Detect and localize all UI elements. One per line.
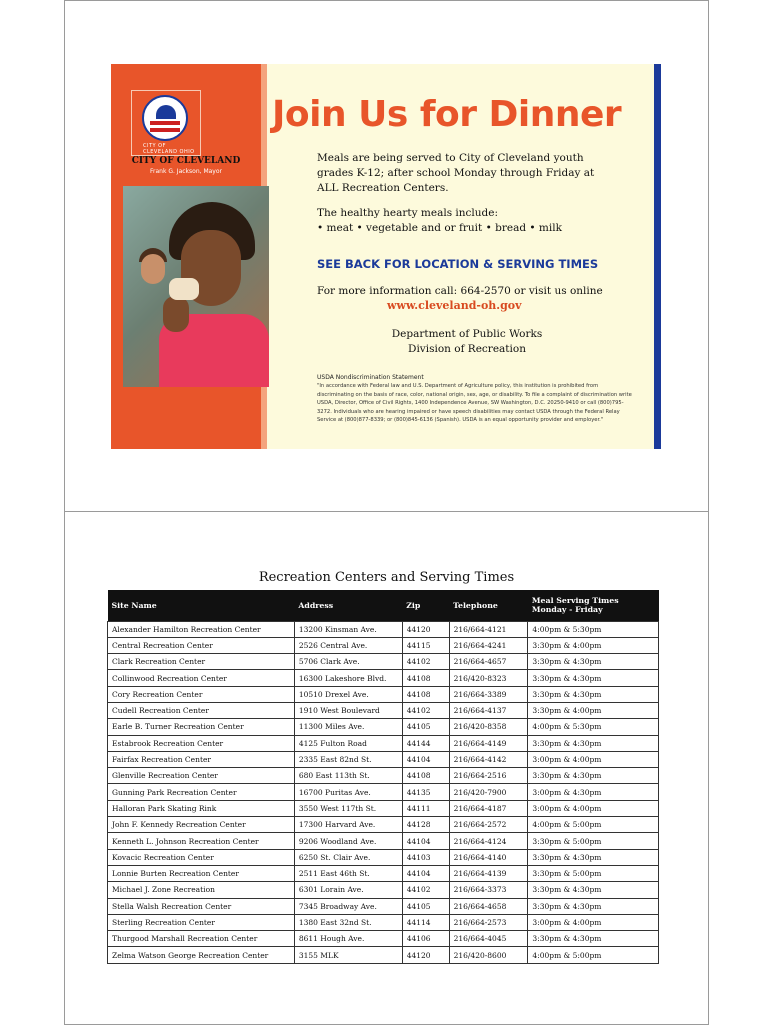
table-row — [108, 719, 659, 735]
meal-line: • meat • vegetable and or fruit • bread • milk — [317, 222, 562, 234]
cell-serving-times: 3:30pm & 4:30pm — [528, 768, 659, 784]
cell-site-name: Glenville Recreation Center — [108, 768, 295, 784]
cell-site-name: Clark Recreation Center — [108, 654, 295, 670]
cell-telephone: 216/664-4657 — [449, 654, 528, 670]
cell-serving-times: 4:00pm & 5:00pm — [528, 947, 659, 963]
cell-site-name: Collinwood Recreation Center — [108, 670, 295, 686]
info-line: For more information call: 664-2570 or visit us online — [317, 285, 603, 297]
cell-address: 2335 East 82nd St. — [294, 751, 402, 767]
cell-site-name: Zelma Watson George Recreation Center — [108, 947, 295, 963]
cell-serving-times: 4:00pm & 5:30pm — [528, 621, 659, 637]
table-row — [108, 800, 659, 816]
cell-zip: 44111 — [402, 800, 449, 816]
cell-serving-times: 3:00pm & 4:30pm — [528, 784, 659, 800]
city-seal-logo — [131, 90, 201, 156]
table-row — [108, 914, 659, 930]
cell-serving-times: 3:30pm & 4:30pm — [528, 882, 659, 898]
header-site-name: Site Name — [111, 600, 157, 610]
cell-address: 6250 St. Clair Ave. — [294, 849, 402, 865]
cell-telephone: 216/664-4149 — [449, 735, 528, 751]
intro-line: grades K-12; after school Monday through Friday at — [317, 167, 595, 179]
cell-telephone: 216/664-4241 — [449, 637, 528, 653]
header-serving-times-line: Meal Serving Times — [531, 596, 619, 606]
cell-zip: 44115 — [402, 637, 449, 653]
cell-serving-times: 3:30pm & 4:30pm — [528, 686, 659, 702]
cell-serving-times: 3:00pm & 4:00pm — [528, 751, 659, 767]
cell-site-name: Lonnie Burten Recreation Center — [108, 865, 295, 881]
cell-telephone: 216/664-2573 — [449, 914, 528, 930]
table-row — [108, 621, 659, 637]
table-row — [108, 768, 659, 784]
table-row — [108, 670, 659, 686]
table-row — [108, 833, 659, 849]
cell-telephone: 216/664-4187 — [449, 800, 528, 816]
cell-telephone: 216/664-4045 — [449, 931, 528, 947]
seal-dome — [156, 105, 176, 119]
table-row — [108, 931, 659, 947]
table-row — [108, 817, 659, 833]
cell-site-name: Kovacic Recreation Center — [108, 849, 295, 865]
intro-line: ALL Recreation Centers. — [317, 182, 449, 194]
cell-address: 1910 West Boulevard — [294, 702, 402, 718]
cell-zip: 44102 — [402, 702, 449, 718]
cell-site-name: Sterling Recreation Center — [108, 914, 295, 930]
flyer-page — [64, 0, 709, 512]
cell-serving-times: 4:00pm & 5:00pm — [528, 817, 659, 833]
cell-site-name: Central Recreation Center — [108, 637, 295, 653]
cell-site-name: Halloran Park Skating Rink — [108, 800, 295, 816]
intro-paragraph — [317, 151, 617, 196]
cell-site-name: Thurgood Marshall Recreation Center — [108, 931, 295, 947]
cell-zip: 44102 — [402, 654, 449, 670]
cell-site-name: Estabrook Recreation Center — [108, 735, 295, 751]
cell-zip: 44114 — [402, 914, 449, 930]
dinner-flyer — [111, 64, 661, 449]
cell-telephone: 216/664-4139 — [449, 865, 528, 881]
table-row — [108, 947, 659, 963]
department-name: Department of Public Works — [391, 328, 543, 340]
cell-zip: 44120 — [402, 947, 449, 963]
cell-site-name: Alexander Hamilton Recreation Center — [108, 621, 295, 637]
photo-hand — [163, 296, 189, 332]
photo-food — [169, 278, 199, 300]
cell-telephone: 216/420-8358 — [449, 719, 528, 735]
recreation-centers-table — [107, 590, 659, 964]
cell-site-name: Cudell Recreation Center — [108, 702, 295, 718]
cell-serving-times: 4:00pm & 5:30pm — [528, 719, 659, 735]
header-telephone: Telephone — [453, 600, 498, 610]
cell-site-name: Fairfax Recreation Center — [108, 751, 295, 767]
table-row — [108, 686, 659, 702]
cell-telephone: 216/664-3373 — [449, 882, 528, 898]
cell-zip: 44108 — [402, 768, 449, 784]
cell-address: 2511 East 46th St. — [294, 865, 402, 881]
cell-telephone: 216/664-4140 — [449, 849, 528, 865]
cell-address: 8611 Hough Ave. — [294, 931, 402, 947]
header-zip: Zip — [406, 600, 421, 610]
division-name: Division of Recreation — [408, 343, 526, 355]
child-eating-photo — [123, 186, 269, 387]
cell-serving-times: 3:30pm & 4:30pm — [528, 670, 659, 686]
schedule-page — [64, 511, 709, 1025]
nondiscrimination-text: "In accordance with Federal law and U.S. Department of Agriculture policy, this institution is prohibited from discriminating on the basis of race, color, national origin, sex, age, or disability. To file a complaint of discrimination write USDA, Director, Office of Civil Rights, 1400 Independence Avenue, SW Washington, D.C. 20250-9410 or call (800)795-3272. Individuals who are hearing impaired or have speech disabilities may contact USDA through the Federal Relay Service at (800)877-8339; or (800)845-6136 (Spanish). USDA is an equal opportunity provider and employer." — [317, 383, 632, 423]
cell-address: 1380 East 32nd St. — [294, 914, 402, 930]
cell-telephone: 216/420-8323 — [449, 670, 528, 686]
cell-address: 13200 Kinsman Ave. — [294, 621, 402, 637]
cell-telephone: 216/420-8600 — [449, 947, 528, 963]
table-row — [108, 849, 659, 865]
see-back-callout: SEE BACK FOR LOCATION & SERVING TIMES — [317, 257, 599, 271]
cell-zip: 44108 — [402, 686, 449, 702]
table-row — [108, 702, 659, 718]
seal-stripe — [150, 121, 180, 125]
cell-telephone: 216/664-2516 — [449, 768, 528, 784]
cell-site-name: Kenneth L. Johnson Recreation Center — [108, 833, 295, 849]
header-address: Address — [298, 600, 334, 610]
cell-serving-times: 3:30pm & 5:00pm — [528, 833, 659, 849]
cell-serving-times: 3:30pm & 4:30pm — [528, 654, 659, 670]
website-link[interactable]: www.cleveland-oh.gov — [387, 299, 522, 312]
table-row — [108, 882, 659, 898]
cell-zip: 44108 — [402, 670, 449, 686]
cell-address: 2526 Central Ave. — [294, 637, 402, 653]
cell-zip: 44105 — [402, 898, 449, 914]
table-row — [108, 751, 659, 767]
table-title: Recreation Centers and Serving Times — [258, 570, 515, 585]
cell-telephone: 216/664-4124 — [449, 833, 528, 849]
cell-telephone: 216/664-3389 — [449, 686, 528, 702]
cell-telephone: 216/664-2572 — [449, 817, 528, 833]
cell-zip: 44120 — [402, 621, 449, 637]
cell-serving-times: 3:30pm & 4:30pm — [528, 735, 659, 751]
cell-address: 17300 Harvard Ave. — [294, 817, 402, 833]
cell-address: 3550 West 117th St. — [294, 800, 402, 816]
meal-line: The healthy hearty meals include: — [317, 207, 499, 219]
cell-serving-times: 3:30pm & 4:30pm — [528, 931, 659, 947]
meal-contents-paragraph — [317, 206, 617, 236]
city-subtitle: Frank G. Jackson, Mayor — [150, 168, 222, 175]
cell-zip: 44104 — [402, 751, 449, 767]
cell-address: 16700 Puritas Ave. — [294, 784, 402, 800]
table-header-row — [108, 590, 659, 621]
cell-site-name: Earle B. Turner Recreation Center — [108, 719, 295, 735]
cell-address: 10510 Drexel Ave. — [294, 686, 402, 702]
cell-zip: 44103 — [402, 849, 449, 865]
cell-zip: 44105 — [402, 719, 449, 735]
cell-site-name: Cory Recreation Center — [108, 686, 295, 702]
table-row — [108, 784, 659, 800]
seal-emblem-icon — [142, 95, 188, 141]
cell-zip: 44144 — [402, 735, 449, 751]
cell-address: 6301 Lorain Ave. — [294, 882, 402, 898]
table-row — [108, 637, 659, 653]
table-row — [108, 865, 659, 881]
cell-serving-times: 3:00pm & 4:00pm — [528, 914, 659, 930]
cell-telephone: 216/664-4142 — [449, 751, 528, 767]
cell-address: 9206 Woodland Ave. — [294, 833, 402, 849]
cell-site-name: Gunning Park Recreation Center — [108, 784, 295, 800]
cell-zip: 44106 — [402, 931, 449, 947]
photo-child2 — [141, 254, 165, 284]
cell-site-name: Michael J. Zone Recreation — [108, 882, 295, 898]
cell-site-name: Stella Walsh Recreation Center — [108, 898, 295, 914]
header-serving-times-line: Monday - Friday — [531, 605, 603, 615]
cell-address: 4125 Fulton Road — [294, 735, 402, 751]
nondiscrimination-title: USDA Nondiscrimination Statement — [317, 374, 424, 381]
seal-stripe — [150, 128, 180, 132]
cell-telephone: 216/664-4658 — [449, 898, 528, 914]
cell-telephone: 216/664-4137 — [449, 702, 528, 718]
cell-address: 5706 Clark Ave. — [294, 654, 402, 670]
cell-serving-times: 3:30pm & 4:00pm — [528, 637, 659, 653]
cell-telephone: 216/420-7900 — [449, 784, 528, 800]
cell-address: 680 East 113th St. — [294, 768, 402, 784]
header-serving-times — [528, 590, 659, 621]
cell-telephone: 216/664-4121 — [449, 621, 528, 637]
cell-serving-times: 3:30pm & 5:00pm — [528, 865, 659, 881]
cell-zip: 44104 — [402, 865, 449, 881]
flyer-blue-bar — [654, 64, 661, 449]
flyer-headline: Join Us for Dinner — [272, 94, 622, 135]
cell-zip: 44135 — [402, 784, 449, 800]
cell-address: 7345 Broadway Ave. — [294, 898, 402, 914]
city-name: CITY OF CLEVELAND — [131, 156, 241, 166]
cell-zip: 44102 — [402, 882, 449, 898]
cell-address: 3155 MLK — [294, 947, 402, 963]
cell-serving-times: 3:00pm & 4:00pm — [528, 800, 659, 816]
cell-serving-times: 3:30pm & 4:00pm — [528, 702, 659, 718]
cell-zip: 44128 — [402, 817, 449, 833]
cell-address: 16300 Lakeshore Blvd. — [294, 670, 402, 686]
seal-text: CITY OF CLEVELAND OHIO — [143, 143, 195, 155]
cell-serving-times: 3:30pm & 4:30pm — [528, 898, 659, 914]
cell-zip: 44104 — [402, 833, 449, 849]
cell-address: 11300 Miles Ave. — [294, 719, 402, 735]
cell-site-name: John F. Kennedy Recreation Center — [108, 817, 295, 833]
table-row — [108, 898, 659, 914]
cell-serving-times: 3:30pm & 4:30pm — [528, 849, 659, 865]
intro-line: Meals are being served to City of Cleveland youth — [317, 152, 584, 164]
table-row — [108, 735, 659, 751]
table-row — [108, 654, 659, 670]
